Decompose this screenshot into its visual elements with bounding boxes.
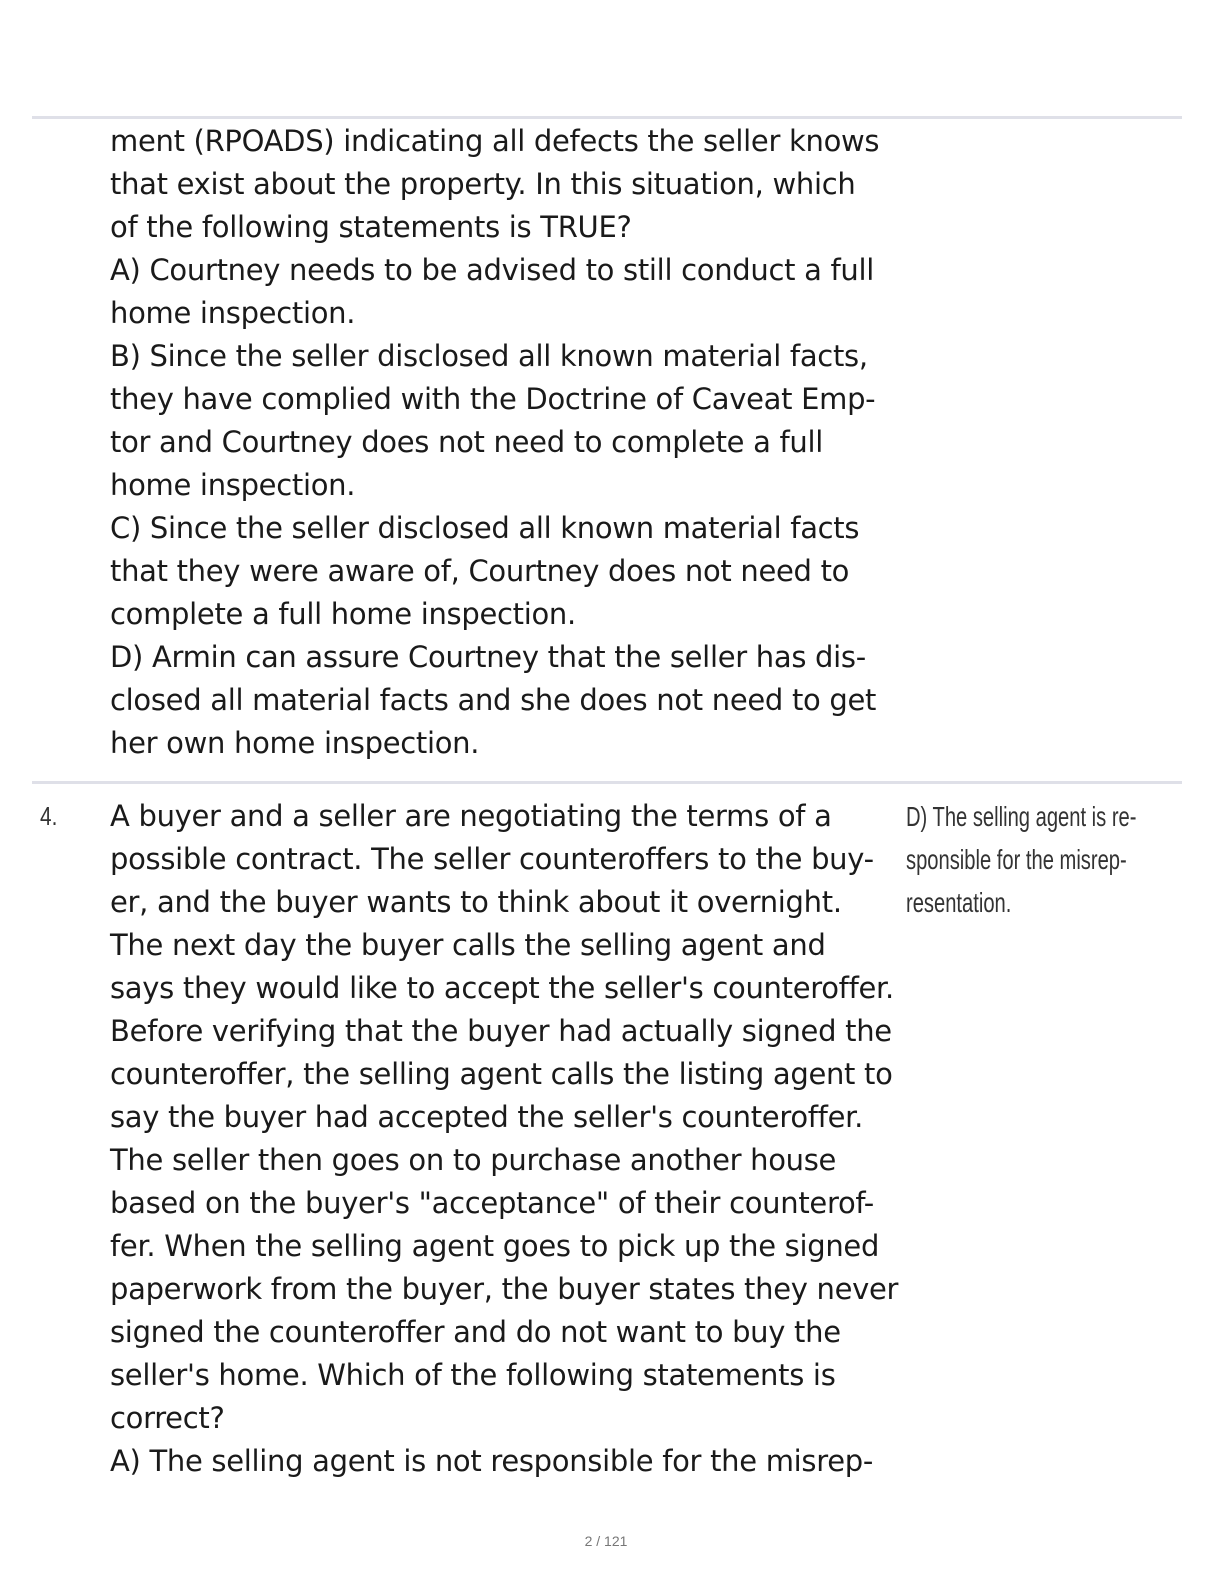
page-number: 2 / 121 <box>584 1533 628 1549</box>
text-line: signed the counteroffer and do not want to buy the <box>110 1315 841 1349</box>
text-line: based on the buyer's "acceptance" of their counterof- <box>110 1186 874 1220</box>
text-line: they have complied with the Doctrine of Caveat Emp- <box>110 382 876 416</box>
text-line: say the buyer had accepted the seller's counteroffer. <box>110 1100 863 1134</box>
text-line: A) Courtney needs to be advised to still conduct a full <box>110 253 874 287</box>
question-4-answer <box>906 795 1208 924</box>
text-line: seller's home. Which of the following statements is <box>110 1358 836 1392</box>
text-line: The seller then goes on to purchase another house <box>110 1143 837 1177</box>
text-line: says they would like to accept the seller's counteroffer. <box>110 971 894 1005</box>
text-line: that they were aware of, Courtney does not need to <box>110 554 850 588</box>
text-line: tor and Courtney does not need to complete a full <box>110 425 824 459</box>
text-line: er, and the buyer wants to think about it overnight. <box>110 885 842 919</box>
text-line: that exist about the property. In this situation, which <box>110 167 856 201</box>
text-line: correct? <box>110 1401 225 1435</box>
text-line: home inspection. <box>110 296 356 330</box>
text-line: her own home inspection. <box>110 726 480 760</box>
text-line: resentation. <box>906 887 1012 918</box>
text-line: home inspection. <box>110 468 356 502</box>
text-line: Before verifying that the buyer had actually signed the <box>110 1014 892 1048</box>
question-continued-text <box>110 120 910 765</box>
text-line: D) The selling agent is re- <box>906 801 1137 832</box>
text-line: C) Since the seller disclosed all known material facts <box>110 511 860 545</box>
text-line: possible contract. The seller counteroffers to the buy- <box>110 842 874 876</box>
text-line: sponsible for the misrep- <box>906 844 1127 875</box>
question-4-text <box>110 795 910 1483</box>
question-number: 4. <box>40 801 58 831</box>
text-line: paperwork from the buyer, the buyer states they never <box>110 1272 899 1306</box>
text-line: ment (RPOADS) indicating all defects the seller knows <box>110 124 880 158</box>
text-line: A buyer and a seller are negotiating the terms of a <box>110 799 832 833</box>
text-line: fer. When the selling agent goes to pick up the signed <box>110 1229 880 1263</box>
text-line: B) Since the seller disclosed all known material facts, <box>110 339 868 373</box>
text-line: D) Armin can assure Courtney that the seller has dis- <box>110 640 866 674</box>
text-line: counteroffer, the selling agent calls the listing agent to <box>110 1057 893 1091</box>
text-line: closed all material facts and she does not need to get <box>110 683 877 717</box>
text-line: complete a full home inspection. <box>110 597 576 631</box>
top-divider <box>32 116 1182 119</box>
text-line: of the following statements is TRUE? <box>110 210 632 244</box>
text-line: A) The selling agent is not responsible for the misrep- <box>110 1444 874 1478</box>
question-divider <box>32 781 1182 784</box>
text-line: The next day the buyer calls the selling agent and <box>110 928 826 962</box>
